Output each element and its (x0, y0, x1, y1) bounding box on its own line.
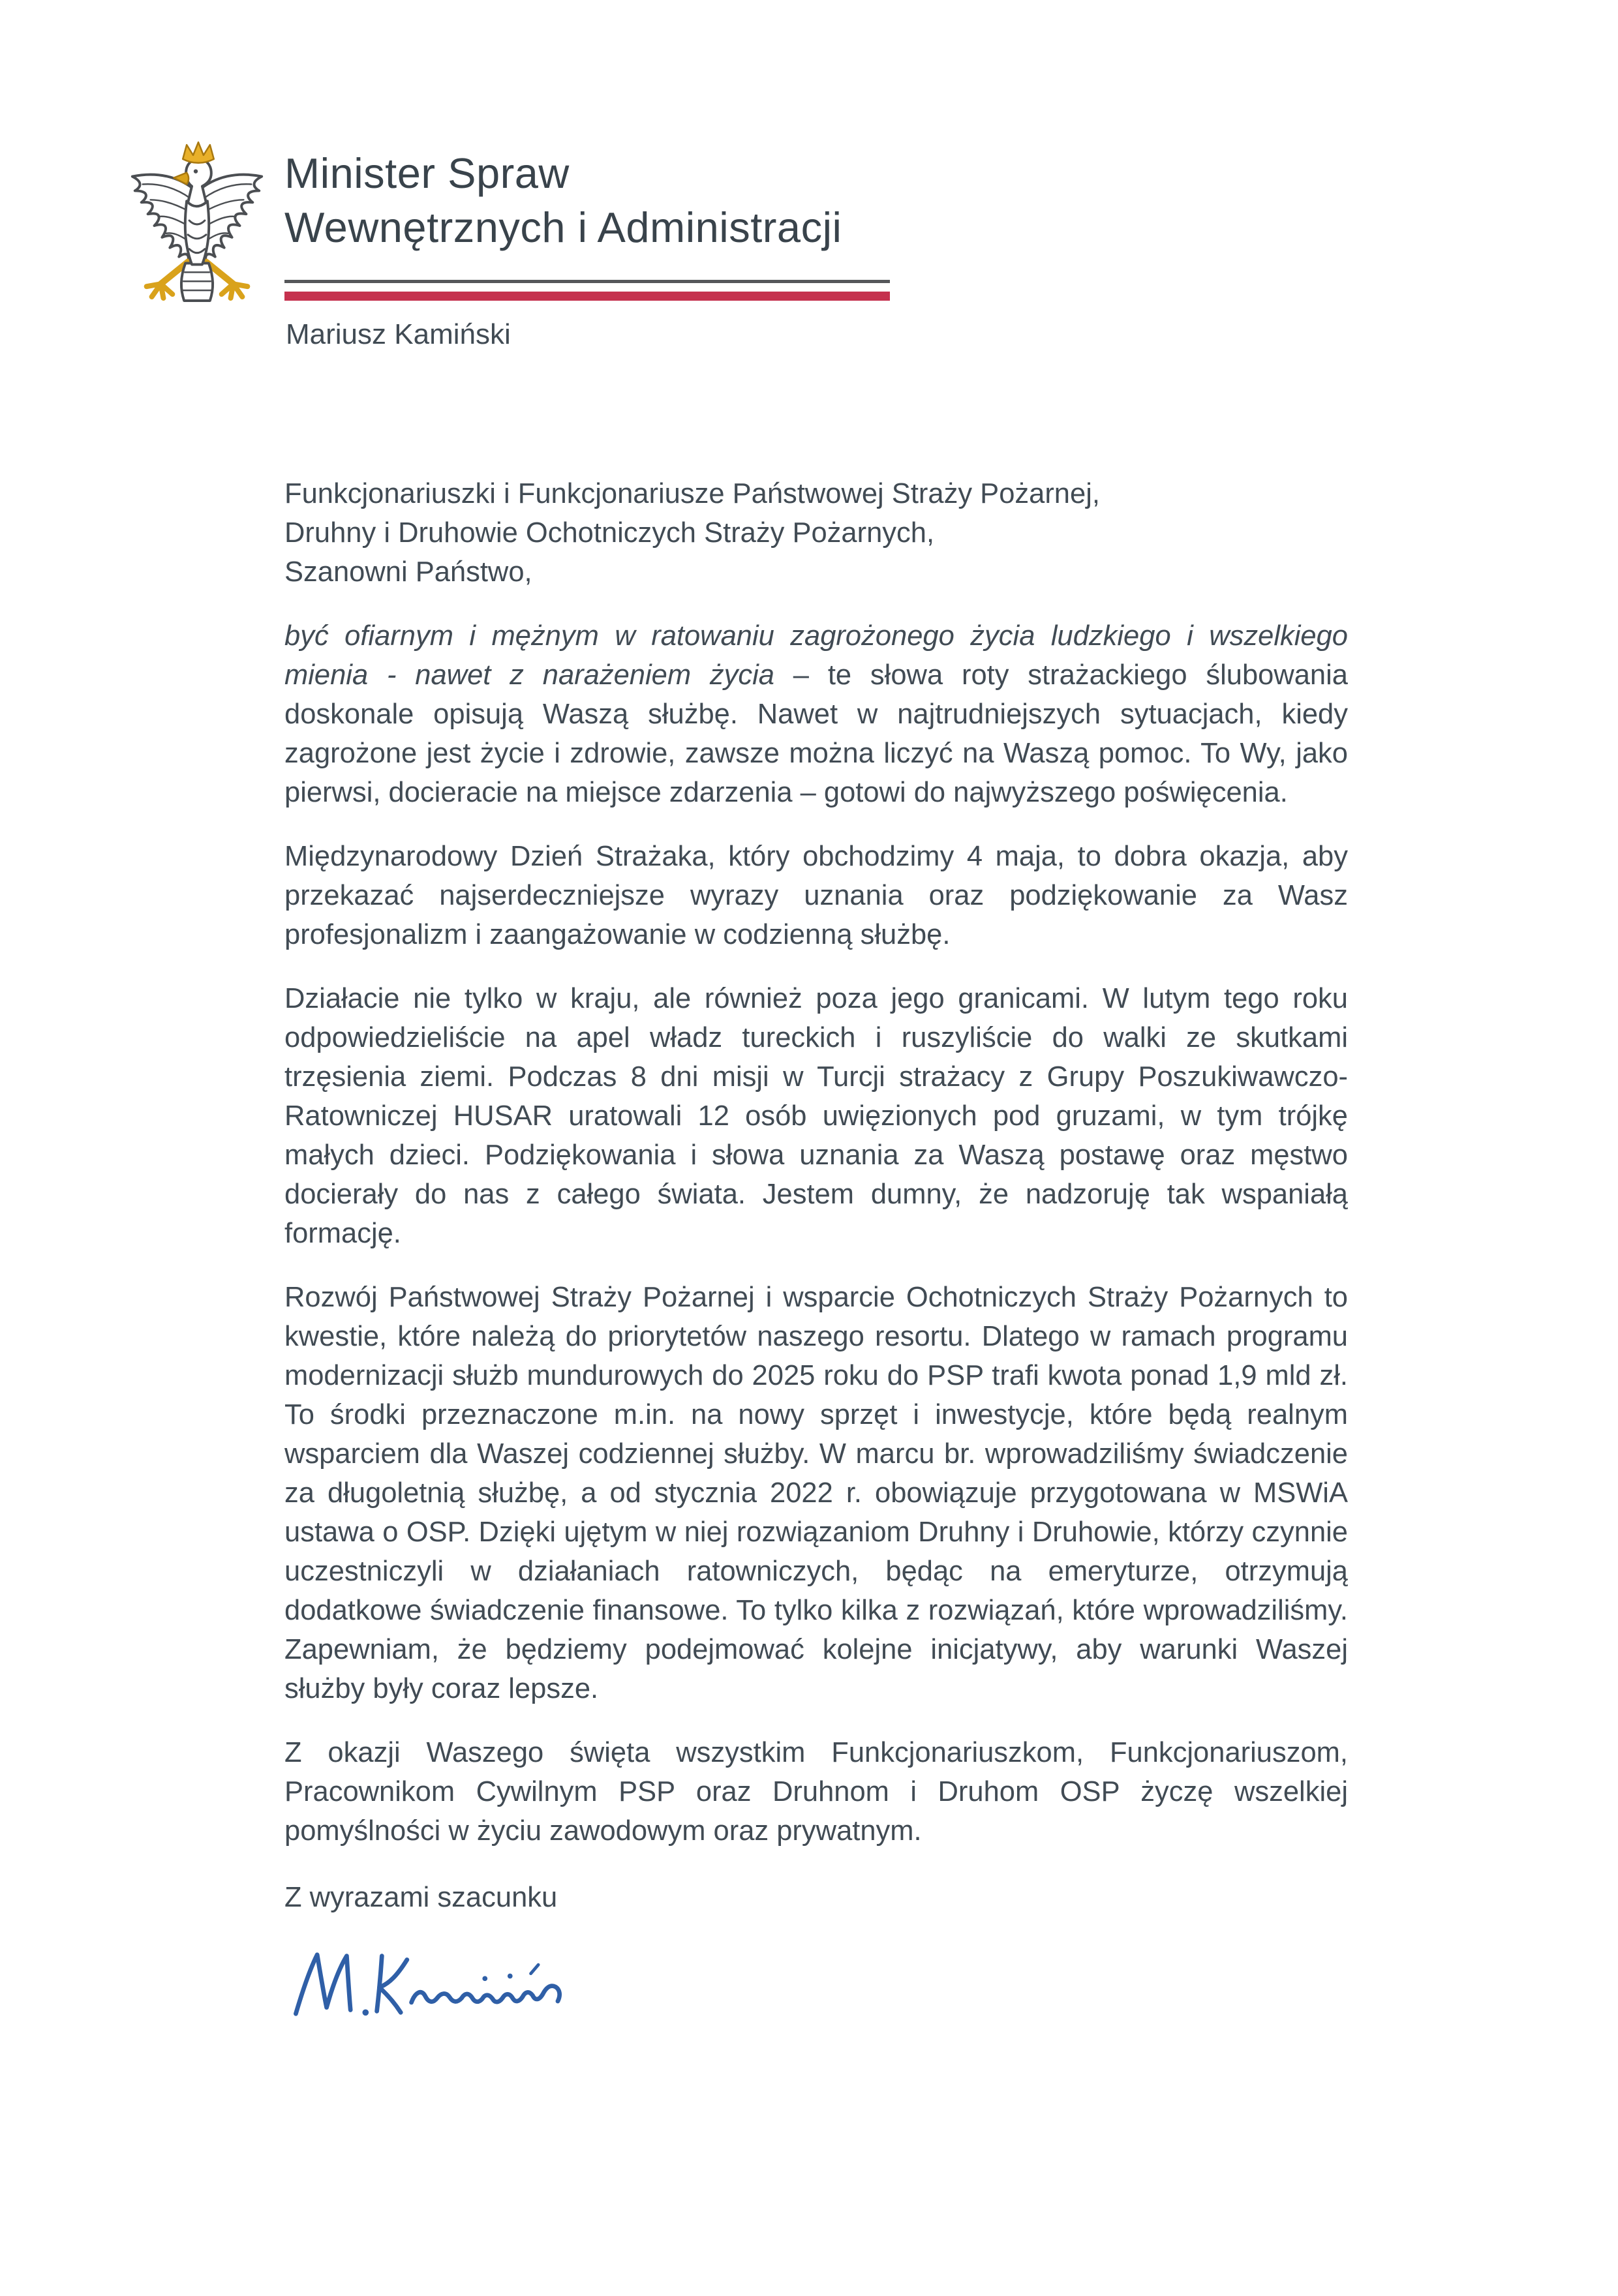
salutation-line-2: Druhny i Druhowie Ochotniczych Straży Pożarnych, (284, 517, 935, 549)
oath-quote-italic: być ofiarnym i mężnym w ratowaniu zagrożonego życia ludzkiego i wszelkiego mienia - nawet z narażeniem życia (284, 620, 1348, 691)
salutation-line-1: Funkcjonariuszki i Funkcjonariusze Państwowej Straży Pożarnej, (284, 478, 1100, 509)
paragraph-modernization: Rozwój Państwowej Straży Pożarnej i wsparcie Ochotniczych Straży Pożarnych to kwestie, które należą do priorytetów naszego resortu. Dlatego w ramach programu modernizacji służb mundurowych do 2025 roku do PSP trafi kwota ponad 1,9 mld zł. To środki przeznaczone m.in. na nowy sprzęt i inwestycje, które będą realnym wsparciem dla Waszej codziennej służby. W marcu br. wprowadziliśmy świadczenie za długoletnią służbę, a od stycznia 2022 r. obowiązuje przygotowana w MSWiA ustawa o OSP. Dzięki ujętym w niej rozwiązaniom Druhny i Druhowie, którzy czynnie uczestniczyli w działaniach ratowniczych, będąc na emeryturze, otrzymują dodatkowe świadczenie finansowe. To tylko kilka z rozwiązań, które wprowadziliśmy. Zapewniam, że będziemy podejmować kolejne inicjatywy, aby warunki Waszej służby były coraz lepsze. (284, 1282, 1348, 1704)
paragraph-firefighters-day: Międzynarodowy Dzień Strażaka, który obchodzimy 4 maja, to dobra okazja, aby przekazać najserdeczniejsze wyrazy uznania oraz podziękowanie za Wasz profesjonalizm i zaangażowanie w codzienną służbę. (284, 841, 1348, 950)
ministry-title-line2: Wewnętrznych i Administracji (284, 204, 842, 251)
polish-eagle-emblem-icon (119, 138, 275, 309)
paragraph-oath (284, 616, 1348, 812)
minister-name: Mariusz Kamiński (286, 318, 511, 350)
letterhead-divider-line (284, 280, 890, 283)
letter-body (284, 474, 1348, 2032)
ministry-title-line1: Minister Spraw (284, 149, 570, 197)
closing-salute: Z wyrazami szacunku (284, 1882, 558, 1913)
salutation-line-3: Szanowni Państwo, (284, 556, 532, 588)
letterhead-red-flag-bar (284, 292, 890, 301)
ministry-title (284, 146, 842, 254)
handwritten-signature (286, 1937, 625, 2032)
paragraph-wishes: Z okazji Waszego święta wszystkim Funkcjonariuszkom, Funkcjonariuszom, Pracownikom Cywilnym PSP oraz Druhnom i Druhom OSP życzę wszelkiej pomyślności w życiu zawodowym oraz prywatnym. (284, 1737, 1348, 1847)
paragraph-oath-text: – te słowa roty strażackiego ślubowania doskonale opisują Waszą służbę. Nawet w najtrudniejszych sytuacjach, kiedy zagrożone jest życie i zdrowie, zawsze można liczyć na Waszą pomoc. To Wy, jako pierwsi, docieracie na miejsce zdarzenia – gotowi do najwyższego poświęcenia. (284, 659, 1348, 808)
paragraph-turkey-mission: Działacie nie tylko w kraju, ale również poza jego granicami. W lutym tego roku odpowiedzieliście na apel władz tureckich i ruszyliście do walki ze skutkami trzęsienia ziemi. Podczas 8 dni misji w Turcji strażacy z Grupy Poszukiwawczo-Ratowniczej HUSAR uratowali 12 osób uwięzionych pod gruzami, w tym trójkę małych dzieci. Podziękowania i słowa uznania za Waszą postawę oraz męstwo docierały do nas z całego świata. Jestem dumny, że nadzoruję tak wspaniałą formację. (284, 983, 1348, 1249)
